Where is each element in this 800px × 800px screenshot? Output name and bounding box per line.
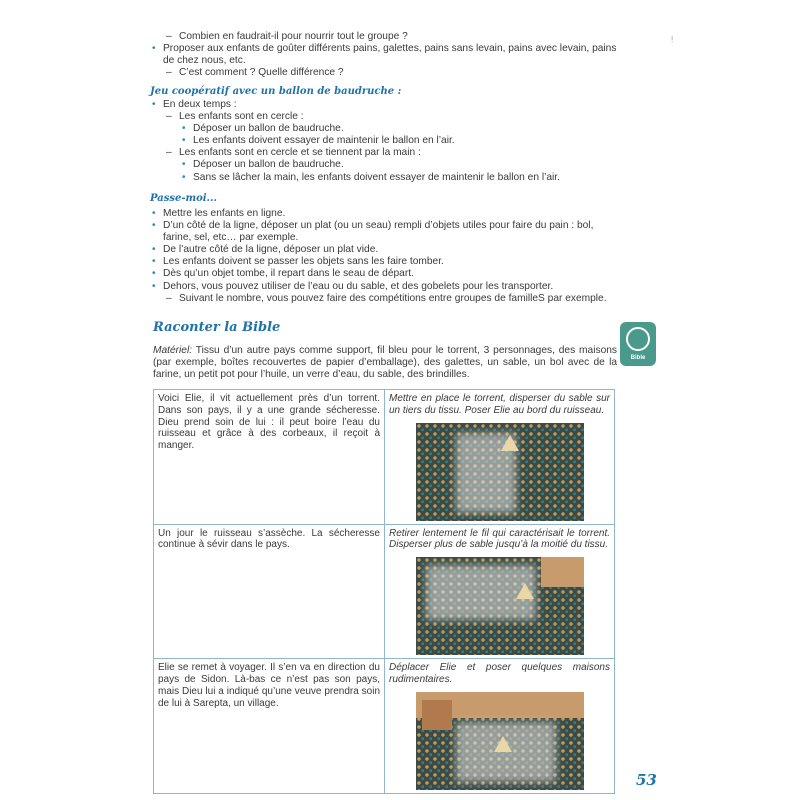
list-item: • Les enfants doivent se passer les objets sans les faire tomber.: [149, 256, 619, 268]
narration-cell: [154, 659, 385, 794]
list-item: • Proposer aux enfants de goûter différents pains, galettes, pains sans levain, pains avec levain, pains de chez nous, etc.: [149, 43, 619, 67]
scene-photo: [416, 423, 584, 521]
list-item: • En deux temps :: [149, 99, 629, 111]
game1-list: [149, 99, 629, 184]
list-item: • Les enfants doivent essayer de maintenir le ballon en l’air.: [149, 135, 629, 147]
scene-photo: [416, 557, 584, 655]
list-item: • D’un côté de la ligne, déposer un plat (ou un seau) rempli d’objets utiles pour faire du pain : bol, farine, sel, etc… par exemple.: [149, 220, 619, 244]
table-row: [154, 524, 615, 659]
materiel-paragraph: [153, 345, 617, 381]
top-list: [149, 31, 619, 79]
list-item: • Déposer un ballon de baudruche.: [149, 159, 629, 171]
game2-list: [149, 208, 619, 305]
narration-cell: [154, 524, 385, 659]
narration-text: Elie se remet à voyager. Il s’en va en direction du pays de Sidon. Là-bas ce n’est pas son pays, mais Dieu lui a indiqué qu’une veuve prendra soin de lui à Sarepta, un village.: [158, 662, 380, 709]
instruction-text: Retirer lentement le fil qui caractérisait le torrent. Disperser plus de sable jusqu’à la moitié du tissu.: [389, 527, 610, 551]
bible-icon: [626, 327, 650, 351]
list-item: • De l’autre côté de la ligne, déposer un plat vide.: [149, 244, 619, 256]
narration-text: Un jour le ruisseau s’assèche. La sécheresse continue à sévir dans le pays.: [158, 527, 380, 551]
scene-photo: [416, 692, 584, 790]
table-row: [154, 390, 615, 525]
table-row: [154, 659, 615, 794]
page-number: 53: [636, 771, 657, 789]
instruction-cell: [385, 524, 615, 659]
instruction-text: Déplacer Elie et poser quelques maisons rudimentaires.: [389, 662, 610, 685]
list-item: – Suivant le nombre, vous pouvez faire des compétitions entre groupes de familleS par exemple.: [149, 293, 619, 305]
list-item: • Dehors, vous pouvez utiliser de l’eau ou du sable, et des gobelets pour les transporter.: [149, 281, 619, 293]
list-item: – C’est comment ? Quelle différence ?: [149, 67, 619, 79]
game1-title: Jeu coopératif avec un ballon de baudruche :: [150, 86, 402, 97]
list-item: • Sans se lâcher la main, les enfants doivent essayer de maintenir le ballon en l’air.: [149, 172, 629, 184]
list-item: – Les enfants sont en cercle et se tiennent par la main :: [149, 147, 629, 159]
bible-badge: [620, 322, 656, 366]
list-item: – Les enfants sont en cercle :: [149, 111, 629, 123]
materiel-label: Matériel:: [153, 345, 193, 356]
game2-title: Passe-moi...: [150, 193, 217, 204]
list-item: • Mettre les enfants en ligne.: [149, 208, 619, 220]
corner-mark: !: [671, 35, 674, 44]
section-title: Raconter la Bible: [153, 320, 281, 335]
narration-text: Voici Elie, il vit actuellement près d’un torrent. Dans son pays, il y a une grande sécheresse. Dieu prend soin de lui : il peut boire l’eau du ruisseau et grâce à des corbeaux, il reçoit à manger.: [158, 393, 380, 452]
bible-badge-label: Bible: [630, 355, 646, 361]
list-item: • Déposer un ballon de baudruche.: [149, 123, 629, 135]
instruction-cell: [385, 659, 615, 794]
list-item: • Dès qu’un objet tombe, il repart dans le seau de départ.: [149, 268, 619, 280]
list-item: – Combien en faudrait-il pour nourrir tout le groupe ?: [149, 31, 619, 43]
instruction-text: Mettre en place le torrent, disperser du sable sur un tiers du tissu. Poser Elie au bord du ruisseau.: [389, 393, 610, 416]
materiel-text: Tissu d’un autre pays comme support, fil bleu pour le torrent, 3 personnages, des maisons (par exemple, boîtes recouvertes de papier d’emballage), des galettes, un sable, un bol avec de la farine, un petit pot pour l’huile, un verre d’eau, du sable, des brindilles.: [153, 345, 617, 381]
narration-cell: [154, 390, 385, 525]
story-table: [153, 389, 615, 794]
instruction-cell: [385, 390, 615, 525]
